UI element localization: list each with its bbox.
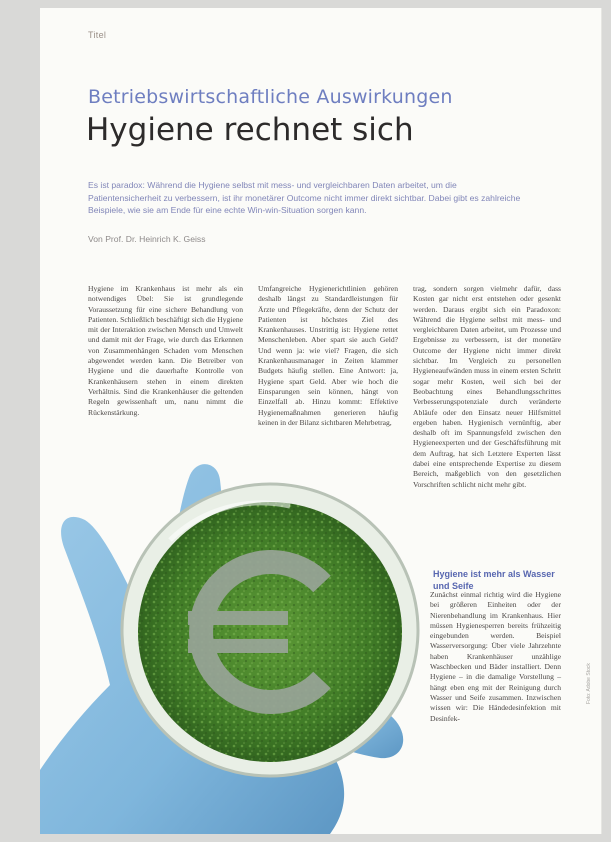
body-column-1 (88, 284, 243, 418)
body-paragraph: Umfangreiche Hygienerichtlinien gehören deshalb längst zu Standardleistungen für Ärzte und Pflegekräfte, denn der Schutz der Patienten ist höchstes Ziel des Krankenhauses. Unstrittig ist: Hygiene rettet Menschenleben. Aber spart sie auch Geld? Und wenn ja: wie viel? Fragen, die sich Krankenhausmanager in Zeiten klammer Budgets häufig stellen. Eine Antwort: ja, Hygiene spart Geld. Aber wie hoch die Einsparungen sein können, hängt von Einzelfall ab. Hinzu kommt: Effektive Hygienemaßnahmen generieren häufig keinen in der Bilanz sichtbaren Mehrbetrag, (258, 284, 398, 427)
article-kicker: Betriebswirtschaftliche Auswirkungen (88, 86, 453, 108)
body-paragraph: Zunächst einmal richtig wird die Hygiene bei größeren Einheiten oder der Nierenbehandlung im Krankenhaus. Hier müssen Hygienesperren bereits frühzeitig eingebunden werden. Beispiel Wasserversorgung: Über viele Jahrzehnte haben Krankenhäuser unzählige Waschbecken und Bäder installiert. Denn Hygiene – in die damalige Vorstellung – hängt eben eng mit der Reinigung durch Wasser und Seife zusammen. Inzwischen wissen wir: Die Händedesinfektion mit Desinfek- (430, 590, 561, 723)
article-byline: Von Prof. Dr. Heinrich K. Geiss (88, 234, 206, 244)
article-lead: Es ist paradox: Während die Hygiene selbst mit mess- und vergleichbaren Daten arbeitet, um die Patientensicherheit zu verbessern, ist ihr monetärer Outcome nicht immer direkt sichtbar. Dabei gibt es zahlreiche Beispiele, wie sie am Ende für eine echte Win-win-Situation sorgen kann. (88, 180, 521, 215)
petri-dish-euro-illustration (40, 440, 440, 834)
section-label: Titel (88, 30, 107, 40)
body-column-4 (430, 590, 561, 724)
photo-credit: Foto: Adobe Stock (586, 663, 592, 704)
body-paragraph: trag, sondern sorgen vielmehr dafür, dass Kosten gar nicht erst entstehen oder gesenkt werden. Daraus ergibt sich ein Paradoxon: Während die Hygiene selbst mit mess- und vergleichbaren Daten arbeitet, um Prozesse und Ergebnisse zu verbessern, ist der monetäre Outcome der Hygiene nicht immer direkt sichtbar. Im Vergleich zu personellen Hygieneaufwänden muss in einem ersten Schritt sogar mehr Kosten, weil sich bei der Beobachtung eines Behandlungsschrittes Verbesserungspotenziale durch veränderte Abläufe oder den Einsatz neuer Hilfsmittel ergeben haben. Hygienisch vernünftig, aber deshalb oft im Spannungsfeld zwischen den Hygieneexperten und der Geschäftsführung mit dem Auftrag, hat sich Letztere Experten lässt dabei eine entsprechende Expertise zu diesem Bereich, maßgeblich von den gesetzlichen Vorschriften schlicht nicht mehr gibt. (413, 284, 561, 489)
sub-heading: Hygiene ist mehr als Wasser und Seife (433, 569, 555, 591)
body-column-2 (258, 284, 398, 428)
article-headline: Hygiene rechnet sich (86, 112, 414, 148)
body-paragraph: Hygiene im Krankenhaus ist mehr als ein notwendiges Übel: Sie ist grundlegende Voraussetzung für eine sichere Behandlung von Patienten. Schließlich beschäftigt sich die Hygiene mit der Interaktion zwischen Mensch und Umwelt und damit mit der Frage, wie durch das Erkennen von Zusammenhängen Schaden vom Menschen abgewendet werden kann. Die Betreiber von Hygiene und die dauerhafte Kontrolle von Krankenhäusern stehen in einem direkten Verhältnis. Sind die Krankenhäuser die geltenden Regeln gewissenhaft um, nanu nimmt die Rückenstärkung. (88, 284, 243, 417)
article-photo (40, 440, 440, 834)
